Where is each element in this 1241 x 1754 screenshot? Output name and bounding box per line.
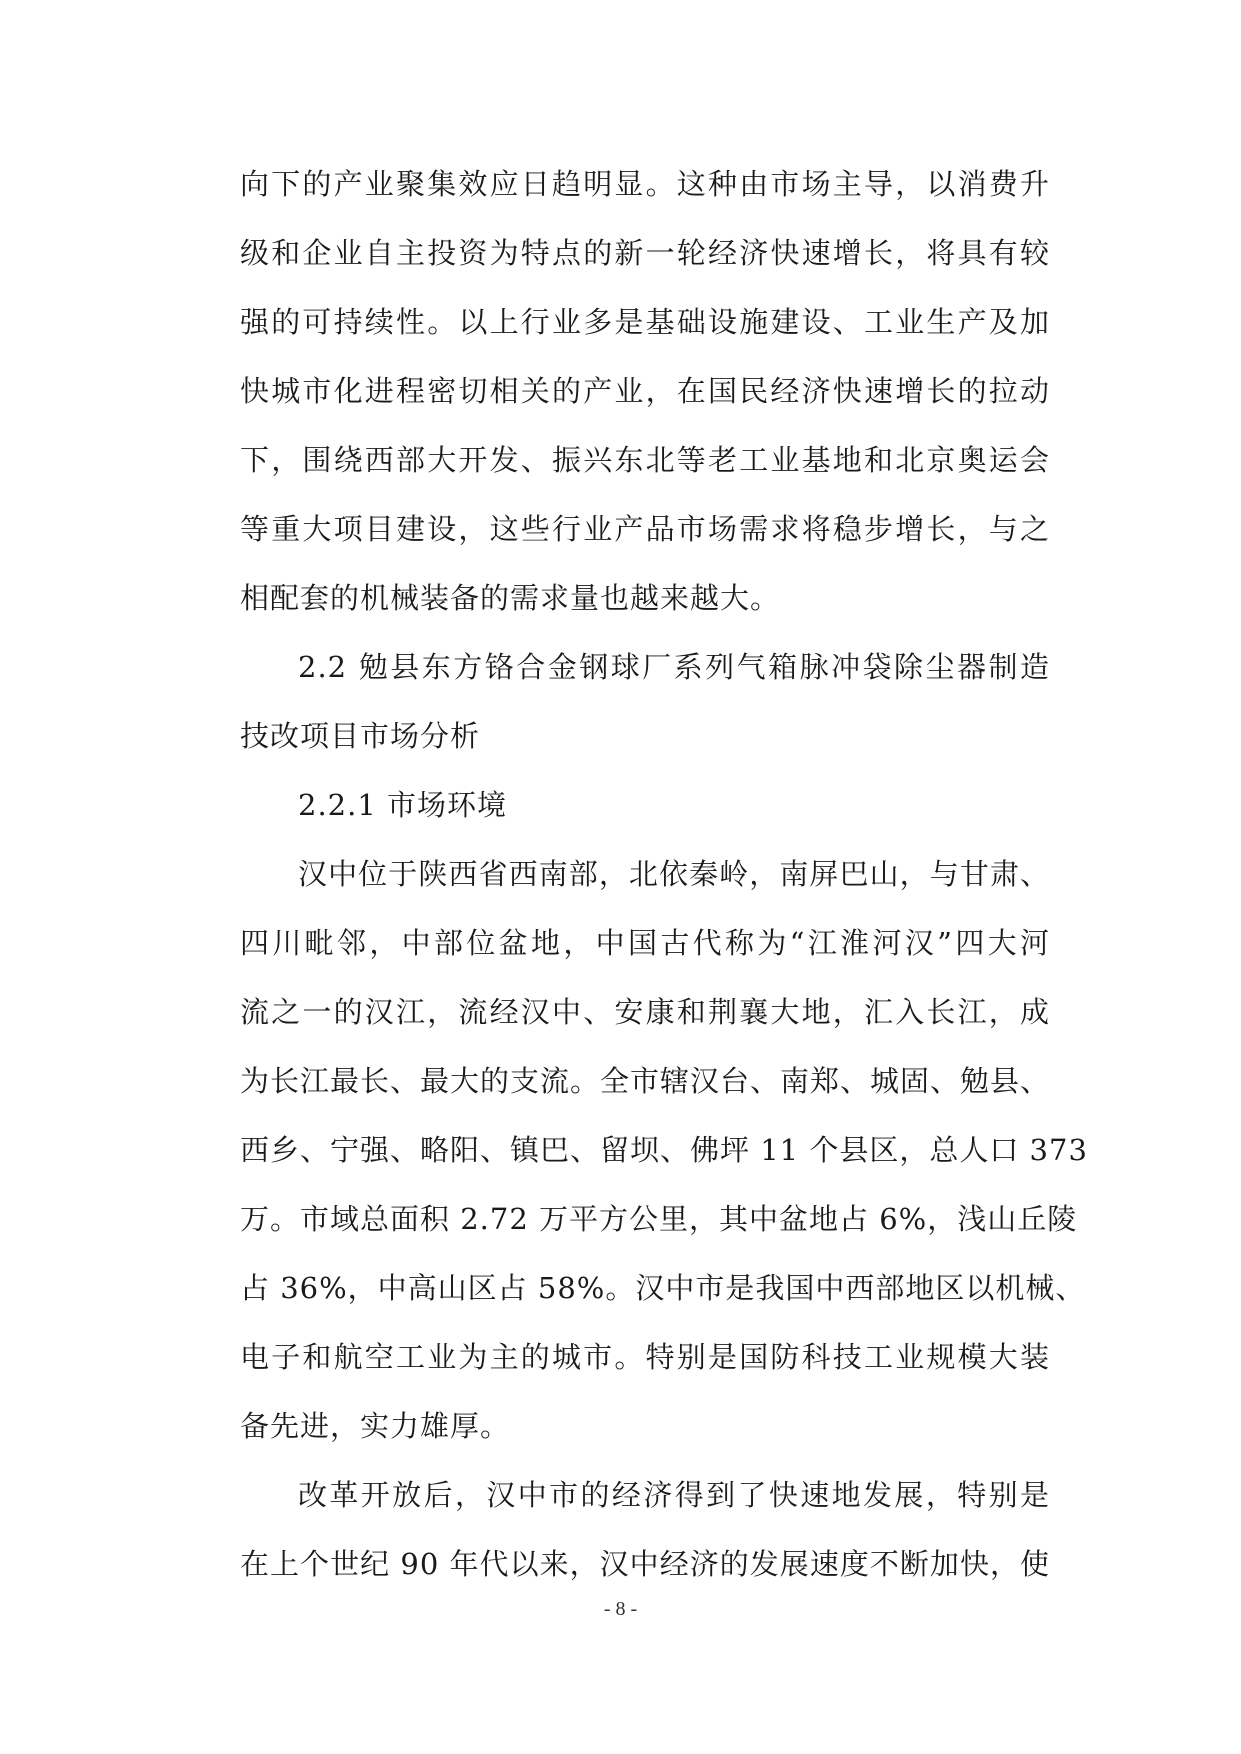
text-line: 电子和航空工业为主的城市。特别是国防科技工业规模大装 [240,1340,1050,1374]
text-line: 流之一的汉江，流经汉中、安康和荆襄大地，汇入长江，成 [240,995,1050,1029]
text-line: 为长江最长、最大的支流。全市辖汉台、南郑、城固、勉县、 [240,1064,1051,1098]
text-line: 级和企业自主投资为特点的新一轮经济快速增长，将具有较 [240,236,1050,270]
heading-line: 2.2.1 市场环境 [298,788,508,822]
heading-line: 技改项目市场分析 [240,719,481,753]
text-line: 向下的产业聚集效应日趋明显。这种由市场主导，以消费升 [240,167,1050,201]
heading-line: 2.2 勉县东方铬合金钢球厂系列气箱脉冲袋除尘器制造 [298,650,1050,684]
paragraph-economic-development [240,1461,1050,1599]
text-line: 西乡、宁强、略阳、镇巴、留坝、佛坪 11 个县区，总人口 373 [240,1133,1088,1167]
text-line: 占 36%，中高山区占 58%。汉中市是我国中西部地区以机械、 [240,1271,1086,1305]
text-line: 万。市域总面积 2.72 万平方公里，其中盆地占 6%，浅山丘陵 [240,1202,1078,1236]
text-line: 快城市化进程密切相关的产业，在国民经济快速增长的拉动 [240,374,1050,408]
text-line: 下，围绕西部大开发、振兴东北等老工业基地和北京奥运会 [240,443,1050,477]
body-text [240,150,1088,1599]
text-line: 四川毗邻，中部位盆地，中国古代称为“江淮河汉”四大河 [240,926,1050,960]
text-line: 改革开放后，汉中市的经济得到了快速地发展，特别是 [298,1478,1050,1512]
text-line: 强的可持续性。以上行业多是基础设施建设、工业生产及加 [240,305,1050,339]
text-line: 等重大项目建设，这些行业产品市场需求将稳步增长，与之 [240,512,1050,546]
subsection-heading [240,771,1050,840]
text-line: 在上个世纪 90 年代以来，汉中经济的发展速度不断加快，使 [240,1547,1050,1581]
paragraph-continuation [240,150,1050,633]
text-line: 备先进，实力雄厚。 [240,1409,511,1443]
section-heading [240,633,1050,771]
text-line: 汉中位于陕西省西南部，北依秦岭，南屏巴山，与甘肃、 [298,857,1050,891]
paragraph-hanzhong-overview [240,840,1088,1461]
page-number: - 8 - [603,1598,638,1620]
text-line: 相配套的机械装备的需求量也越来越大。 [240,581,781,615]
